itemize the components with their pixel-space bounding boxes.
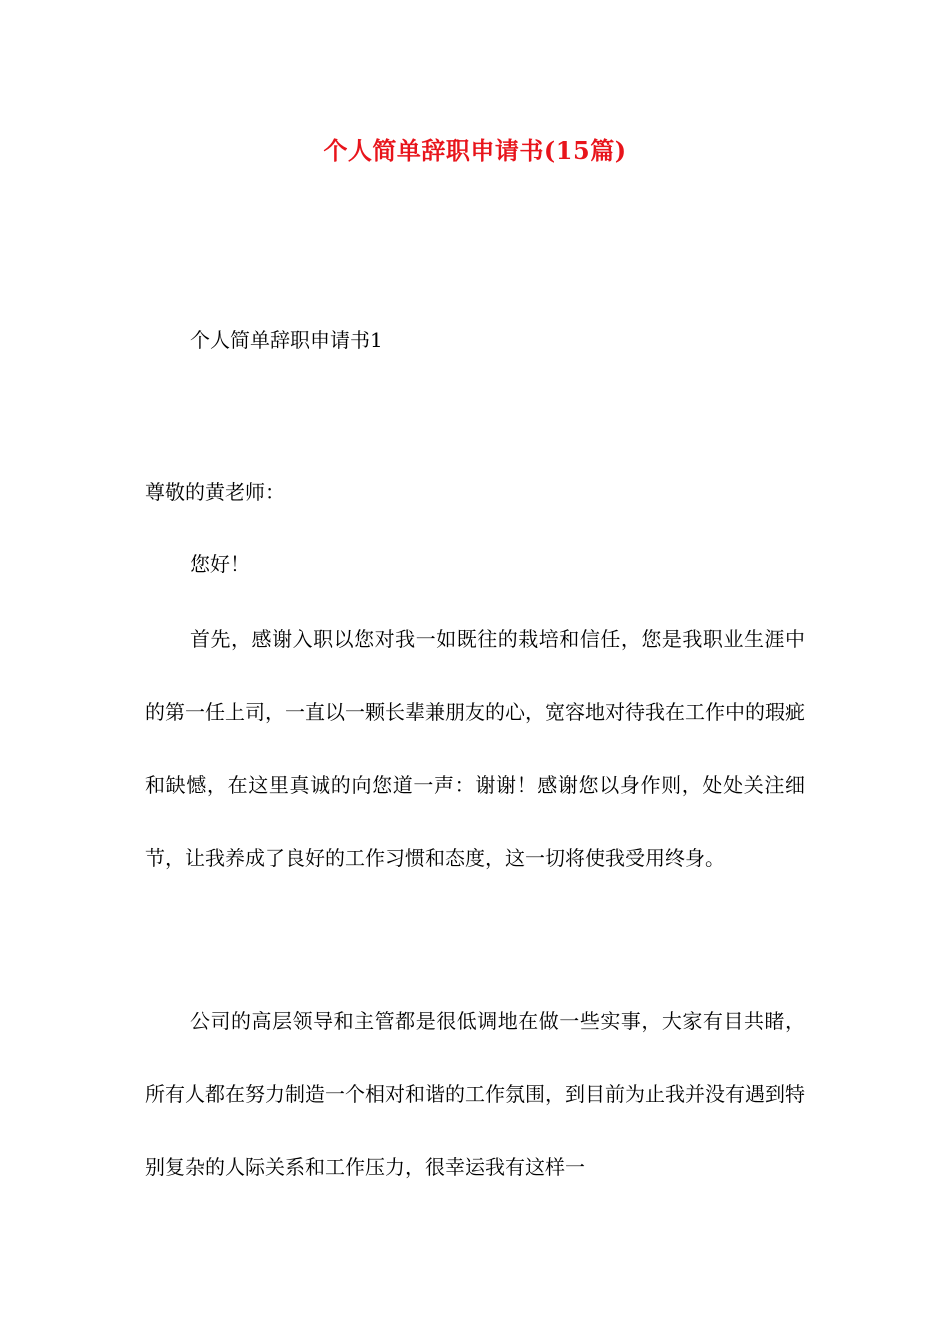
letter-salutation: 尊敬的黄老师：: [145, 480, 285, 504]
body-paragraph: 首先，感谢入职以您对我一如既往的栽培和信任，您是我职业生涯中的第一任上司，一直以一颗长辈兼朋友的心，宽容地对待我在工作中的瑕疵和缺憾，在这里真诚的向您道一声：谢谢！感谢您以身作则，处处关注细节，让我养成了良好的工作习惯和态度，这一切将使我受用终身。: [145, 627, 805, 870]
body-paragraph: 公司的高层领导和主管都是很低调地在做一些实事，大家有目共睹，所有人都在努力制造一个相对和谐的工作氛围，到目前为止我并没有遇到特别复杂的人际关系和工作压力，很幸运我有这样一: [145, 1009, 805, 1179]
letter-greeting: 您好！: [190, 552, 250, 576]
document-title: 个人简单辞职申请书(15篇): [323, 136, 627, 165]
section-heading: 个人简单辞职申请书1: [190, 328, 383, 352]
